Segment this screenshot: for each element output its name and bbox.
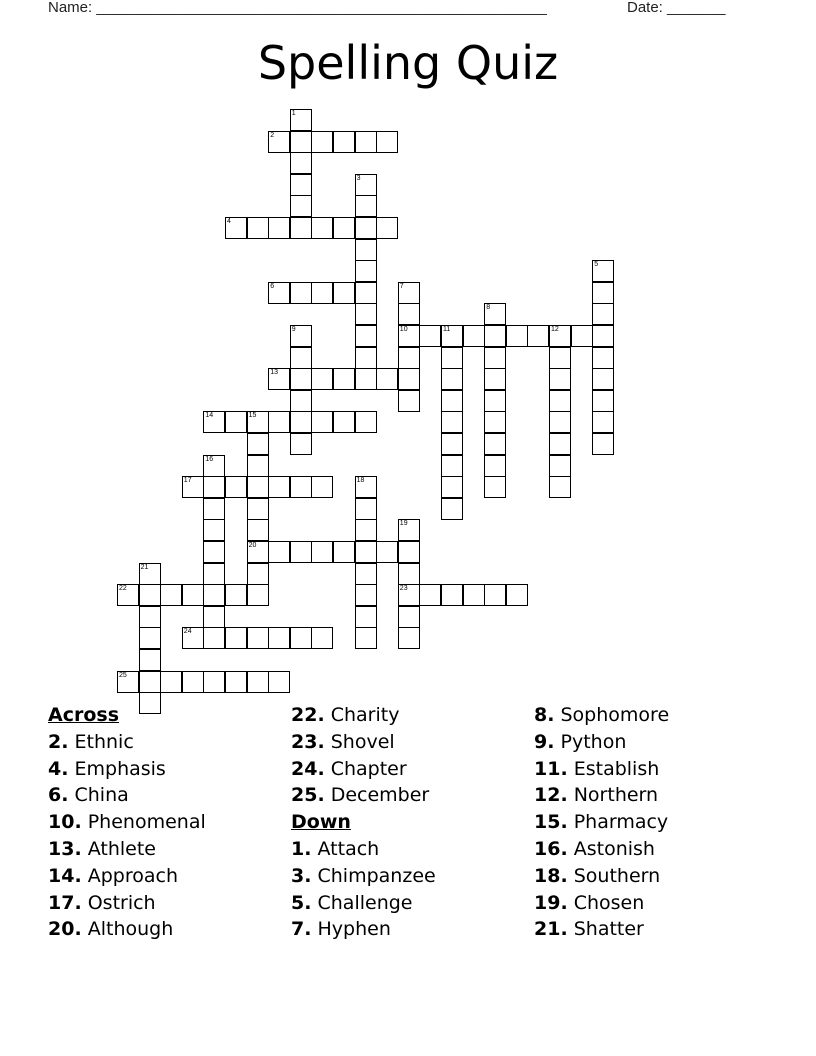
grid-cell[interactable] [355,347,377,369]
clue-item-number: 25. [291,784,325,807]
grid-cell[interactable] [225,476,247,498]
grid-cell[interactable] [549,476,571,498]
grid-cell[interactable] [441,368,463,390]
grid-cell[interactable] [203,476,225,498]
grid-cell[interactable] [268,368,290,390]
clue-item-number: 17. [48,891,82,914]
grid-cell[interactable] [398,563,420,585]
grid-cell[interactable] [484,455,506,477]
grid-cell[interactable] [290,476,312,498]
clue-item-text: Ostrich [87,891,156,914]
grid-cell[interactable] [139,649,161,671]
grid-cell[interactable] [355,584,377,606]
grid-cell[interactable] [117,671,139,693]
clue-number-label: 6 [270,282,275,290]
grid-cell[interactable] [311,541,333,563]
grid-cell[interactable] [355,519,377,541]
grid-cell[interactable] [290,282,312,304]
grid-cell[interactable] [247,217,269,239]
clue-item [534,890,669,917]
grid-cell[interactable] [203,671,225,693]
grid-cell[interactable] [268,627,290,649]
grid-cell[interactable] [290,174,312,196]
grid-cell[interactable] [484,411,506,433]
clue-number-label: 9 [291,326,296,333]
clue-item-number: 7. [291,918,312,941]
clue-column-2 [291,702,436,943]
grid-cell[interactable] [549,347,571,369]
grid-cell[interactable] [311,368,333,390]
grid-cell[interactable] [182,584,204,606]
grid-cell[interactable] [398,303,420,325]
grid-cell[interactable] [333,368,355,390]
grid-cell[interactable] [268,476,290,498]
grid-cell[interactable] [333,541,355,563]
grid-cell[interactable] [506,584,528,606]
clue-item [534,836,669,863]
grid-cell[interactable] [139,606,161,628]
clue-item [291,782,436,809]
clue-section-heading: Down [291,811,351,834]
grid-cell[interactable] [333,217,355,239]
grid-cell[interactable] [247,584,269,606]
clue-section-heading: Across [48,704,120,726]
clue-item-text: Ethnic [74,730,134,753]
grid-cell[interactable] [355,174,377,196]
clue-number-label: 11 [443,326,451,333]
clue-item [534,916,669,943]
grid-cell[interactable] [139,563,161,585]
grid-cell[interactable] [247,498,269,520]
grid-cell[interactable] [592,411,614,433]
clue-item-number: 14. [48,864,82,887]
grid-cell[interactable] [203,584,225,606]
clue-item-number: 8. [534,704,555,726]
grid-cell[interactable] [441,584,463,606]
clue-item [291,916,436,943]
clue-item [291,702,436,729]
grid-cell[interactable] [247,455,269,477]
grid-cell[interactable] [355,131,377,153]
clue-item-number: 9. [534,730,555,753]
clue-item-text: Chapter [330,757,407,780]
clue-item [291,836,436,863]
grid-cell[interactable] [290,368,312,390]
grid-cell[interactable] [203,541,225,563]
clue-item [534,729,669,756]
grid-cell[interactable] [549,368,571,390]
grid-cell[interactable] [506,325,528,347]
grid-cell[interactable] [268,541,290,563]
clue-item-number: 11. [534,757,568,780]
grid-cell[interactable] [484,347,506,369]
grid-cell[interactable] [549,433,571,455]
grid-cell[interactable] [182,476,204,498]
clue-number-label: 15 [248,412,257,420]
clue-item-text: Chosen [573,891,645,914]
grid-cell[interactable] [398,390,420,412]
clue-item [291,756,436,783]
grid-cell[interactable] [268,217,290,239]
clue-item [48,809,206,836]
grid-cell[interactable] [441,390,463,412]
grid-cell[interactable] [160,584,182,606]
grid-cell[interactable] [398,606,420,628]
grid-cell[interactable] [311,411,333,433]
clue-number-label: 8 [486,304,491,312]
grid-cell[interactable] [527,325,549,347]
clue-item-text: Challenge [317,891,413,914]
grid-cell[interactable] [139,584,161,606]
clue-item-number: 13. [48,837,82,860]
grid-cell[interactable] [203,498,225,520]
clue-number-label: 14 [205,412,214,420]
grid-cell[interactable] [290,131,312,153]
grid-cell[interactable] [333,282,355,304]
clue-item [534,863,669,890]
grid-cell[interactable] [484,390,506,412]
clue-item-number: 5. [291,891,312,914]
grid-cell[interactable] [355,217,377,239]
clue-number-label: 21 [140,563,149,571]
grid-cell[interactable] [355,303,377,325]
grid-cell[interactable] [247,433,269,455]
grid-cell[interactable] [182,627,204,649]
grid-cell[interactable] [247,476,269,498]
grid-cell[interactable] [463,325,485,347]
grid-cell[interactable] [139,671,161,693]
clue-item-text: China [74,784,129,807]
grid-cell[interactable] [290,217,312,239]
grid-cell[interactable] [290,195,312,217]
grid-cell[interactable] [290,347,312,369]
grid-cell[interactable] [290,325,312,347]
clue-item [534,782,669,809]
clue-number-label: 17 [183,477,192,485]
grid-cell[interactable] [549,455,571,477]
clue-item-text: Establish [573,757,660,780]
grid-cell[interactable] [290,411,312,433]
grid-cell[interactable] [484,433,506,455]
grid-cell[interactable] [117,584,139,606]
clue-item-number: 10. [48,811,82,834]
grid-cell[interactable] [398,368,420,390]
grid-cell[interactable] [247,671,269,693]
grid-cell[interactable] [355,498,377,520]
grid-cell[interactable] [441,433,463,455]
grid-cell[interactable] [268,282,290,304]
grid-cell[interactable] [203,411,225,433]
grid-cell[interactable] [160,671,182,693]
grid-cell[interactable] [290,152,312,174]
grid-cell[interactable] [441,498,463,520]
grid-cell[interactable] [441,411,463,433]
grid-cell[interactable] [592,282,614,304]
grid-cell[interactable] [225,671,247,693]
grid-cell[interactable] [311,217,333,239]
clue-item-number: 16. [534,837,568,860]
grid-cell[interactable] [484,325,506,347]
clue-number-label: 13 [270,369,278,377]
clue-item [48,836,206,863]
clue-item-number: 6. [48,784,69,807]
clue-item [48,863,206,890]
clue-item-number: 19. [534,891,568,914]
clue-item-text: Python [560,730,627,753]
grid-cell[interactable] [355,563,377,585]
grid-cell[interactable] [484,476,506,498]
clue-item-number: 15. [534,811,568,834]
grid-cell[interactable] [268,671,290,693]
clue-item-number: 22. [291,704,325,726]
grid-cell[interactable] [268,131,290,153]
clue-item-text: Pharmacy [573,811,669,834]
clue-item [534,809,669,836]
grid-cell[interactable] [203,455,225,477]
grid-cell[interactable] [463,584,485,606]
grid-cell[interactable] [376,368,398,390]
clue-item-text: Phenomenal [87,811,206,834]
clue-item [534,756,669,783]
clue-number-label: 12 [551,326,559,333]
grid-cell[interactable] [376,217,398,239]
clue-item-number: 23. [291,730,325,753]
grid-cell[interactable] [311,476,333,498]
grid-cell[interactable] [247,563,269,585]
clue-item-number: 18. [534,864,568,887]
grid-cell[interactable] [247,541,269,563]
clue-item-number: 24. [291,757,325,780]
clue-number-label: 18 [356,477,365,485]
clue-item-text: Sophomore [560,704,670,726]
grid-cell[interactable] [355,368,377,390]
clue-item-number: 4. [48,757,69,780]
grid-cell[interactable] [290,390,312,412]
grid-cell[interactable] [333,411,355,433]
clue-item [291,863,436,890]
grid-cell[interactable] [441,455,463,477]
clue-item [48,916,206,943]
grid-cell[interactable] [484,368,506,390]
grid-cell[interactable] [571,325,593,347]
grid-cell[interactable] [398,325,420,347]
page-title: Spelling Quiz [257,36,559,90]
clue-item-text: Shatter [573,918,644,941]
grid-cell[interactable] [225,217,247,239]
grid-cell[interactable] [225,584,247,606]
grid-cell[interactable] [592,433,614,455]
clue-item-text: Chimpanzee [317,864,436,887]
clue-item-text: Emphasis [74,757,166,780]
grid-cell[interactable] [355,411,377,433]
grid-cell[interactable] [484,303,506,325]
clue-number-label: 4 [227,218,231,225]
grid-cell[interactable] [592,347,614,369]
clue-item-number: 2. [48,730,69,753]
grid-cell[interactable] [268,411,290,433]
grid-cell[interactable] [592,260,614,282]
grid-cell[interactable] [290,109,312,131]
grid-cell[interactable] [203,519,225,541]
grid-cell[interactable] [592,368,614,390]
clue-number-label: 19 [399,520,408,528]
clue-column-1 [48,702,206,943]
grid-cell[interactable] [398,347,420,369]
grid-cell[interactable] [441,347,463,369]
clue-item [534,702,669,729]
grid-cell[interactable] [398,541,420,563]
grid-cell[interactable] [549,325,571,347]
grid-cell[interactable] [398,627,420,649]
grid-cell[interactable] [225,627,247,649]
clue-number-label: 7 [399,282,404,290]
grid-cell[interactable] [398,584,420,606]
grid-cell[interactable] [355,260,377,282]
clue-item [48,782,206,809]
clue-number-label: 10 [399,326,408,333]
grid-cell[interactable] [549,411,571,433]
clue-number-label: 22 [119,585,127,593]
grid-cell[interactable] [203,606,225,628]
clue-item-number: 3. [291,864,312,887]
clue-item-text: Shovel [330,730,395,753]
grid-cell[interactable] [355,606,377,628]
grid-cell[interactable] [290,627,312,649]
grid-cell[interactable] [376,541,398,563]
grid-cell[interactable] [549,390,571,412]
grid-cell[interactable] [311,282,333,304]
clue-number-label: 25 [119,671,127,679]
grid-cell[interactable] [376,131,398,153]
grid-cell[interactable] [139,627,161,649]
grid-cell[interactable] [441,476,463,498]
grid-cell[interactable] [311,131,333,153]
grid-cell[interactable] [484,584,506,606]
clue-number-label: 3 [356,174,361,182]
clue-item-text: Astonish [573,837,655,860]
clue-item [48,890,206,917]
clue-column-3 [534,702,669,943]
clue-item-number: 12. [534,784,568,807]
clue-item [291,729,436,756]
grid-cell[interactable] [355,282,377,304]
grid-cell[interactable] [398,282,420,304]
clue-number-label: 23 [399,585,408,593]
clue-item-text: Charity [330,704,400,726]
grid-cell[interactable] [290,433,312,455]
clue-item [48,729,206,756]
clue-item-number: 21. [534,918,568,941]
clue-item-text: Hyphen [317,918,391,941]
grid-cell[interactable] [441,325,463,347]
grid-cell[interactable] [355,627,377,649]
grid-cell[interactable] [419,584,441,606]
grid-cell[interactable] [311,627,333,649]
grid-cell[interactable] [355,195,377,217]
name-field-label: Name: ______________________________________________________ [48,0,547,16]
clue-item-text: Athlete [87,837,156,860]
grid-cell[interactable] [592,325,614,347]
grid-cell[interactable] [355,325,377,347]
clue-number-label: 1 [291,110,296,117]
clue-item-text: Approach [87,864,178,887]
grid-cell[interactable] [355,476,377,498]
clue-item-text: Northern [573,784,659,807]
clue-item-text: Southern [573,864,661,887]
clue-number-label: 24 [183,628,192,636]
clue-item-number: 20. [48,918,82,941]
date-field-label: Date: _______ [627,0,726,16]
grid-cell[interactable] [398,519,420,541]
clue-item-text: Although [87,918,174,941]
grid-cell[interactable] [203,627,225,649]
clue-item [291,890,436,917]
clue-number-label: 20 [248,542,257,549]
grid-cell[interactable] [290,541,312,563]
grid-cell[interactable] [419,325,441,347]
grid-cell[interactable] [592,303,614,325]
grid-cell[interactable] [182,671,204,693]
grid-cell[interactable] [203,563,225,585]
clue-number-label: 16 [205,455,214,463]
grid-cell[interactable] [247,411,269,433]
clue-number-label: 2 [270,131,275,139]
clue-item-text: Attach [317,837,380,860]
grid-cell[interactable] [355,239,377,261]
clue-item [48,756,206,783]
grid-cell[interactable] [247,519,269,541]
grid-cell[interactable] [225,411,247,433]
grid-cell[interactable] [333,131,355,153]
grid-cell[interactable] [592,390,614,412]
clue-item-number: 1. [291,837,312,860]
grid-cell[interactable] [247,627,269,649]
grid-cell[interactable] [355,541,377,563]
clue-number-label: 5 [594,261,599,269]
clue-item-text: December [330,784,430,807]
